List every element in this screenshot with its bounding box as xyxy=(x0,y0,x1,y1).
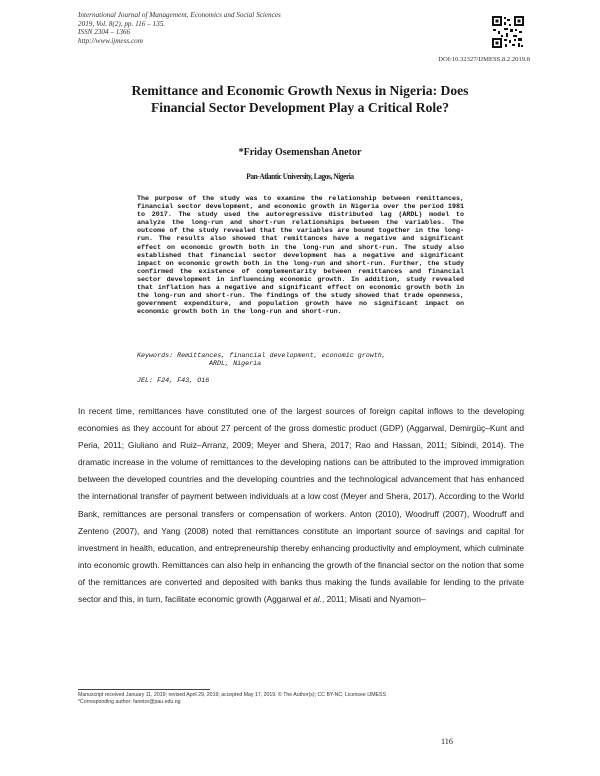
abstract: The purpose of the study was to examine the relationship between remittances, financial sector development, and economic growth in Nigeria over the period 1981 to 2017. The study used the autoregressive distributed lag (ARDL) model to analyze the long-run and short-run relationships between the variables. The outcome of the study revealed that the variables are bound together in the long-run. The results also showed that remittances have a negative and significant effect on economic growth both in the long-run and short-run. The study also established that financial sector development has a negative and significant impact on economic growth both in the long-run and short-run. Further, the study confirmed the existence of complementarity between remittances and financial sector development in influencing economic growth. In addition, study revealed that inflation has a negative and significant effect on economic growth both in the long-run and short-run. The findings of the study showed that trade openness, government expenditure, and population growth have no significant impact on economic growth both in the long-run and short-run. xyxy=(137,195,464,317)
keywords xyxy=(137,352,464,369)
page-number: 116 xyxy=(441,737,453,746)
author-affiliation: Pan-Atlantic University, Lagos, Nigeria xyxy=(246,171,354,181)
journal-header xyxy=(78,11,281,45)
author-name: *Friday Osemenshan Anetor xyxy=(238,147,362,158)
footnote-divider xyxy=(78,689,210,690)
keywords-line1: Remittances, financial development, economic growth, xyxy=(177,352,386,360)
qr-code-icon xyxy=(491,15,525,49)
corresponding-author: *Corresponding author: fanetor@pau.edu.ng xyxy=(78,699,181,706)
body-paragraph xyxy=(78,403,524,608)
article-title: Remittance and Economic Growth Nexus in Nigeria: Does Financial Sector Development Play a Critical Role? xyxy=(131,83,469,115)
body-etal: et al. xyxy=(303,594,322,605)
volume-info: 2019, Vol. 8(2), pp. 116 – 135. xyxy=(78,19,166,28)
manuscript-history: Manuscript received January 11, 2019; revised April 29, 2019; accepted May 17, 2019. © The Author(s); CC BY-NC; Licensee IJMESS xyxy=(78,692,386,698)
body-text-tail: , 2011; Misati and Nyamon– xyxy=(321,594,426,605)
journal-name: International Journal of Management, Economics and Social Sciences xyxy=(78,11,281,19)
keywords-line2: ARDL, Nigeria xyxy=(209,360,262,369)
doi[interactable]: DOI:10.32327/IJMESS.8.2.2019.8 xyxy=(438,56,530,63)
body-text-main: In recent time, remittances have constituted one of the largest sources of foreign capital inflows to the developing economies as they account for about 27 percent of the gross domestic product (GDP) (Aggarwal, Demirgüç–Kunt and Peria, 2011; Giuliano and Ruiz–Arranz, 2009; Meyer and Shera, 2017; Rao and Hassan, 2011; Sibindi, 2014). The dramatic increase in the volume of remittances to the developing nations can be attributed to the improved immigration between the developed countries and the developing countries and the technological advancement that has enhanced the international transfer of payment between individuals at a low cost (Meyer and Shera, 2017). According to the World Bank, remittances are personal transfers or compensation of workers. Anton (2010), Woodruff (2007), Woodruff and Zenteno (2007), and Yang (2008) noted that remittances constitute an important source of savings and capital for investment in health, education, and entrepreneurship thereby enhancing productivity and employment, which culminate into economic growth. Remittances can also help in enhancing the growth of the financial sector on the notion that some of the remittances are converted and deposited with banks thus making the funds available for lending to the private sector and this, in turn, facilitate economic growth (Aggarwal xyxy=(78,406,524,605)
footnotes xyxy=(78,692,408,706)
keywords-label: Keywords: xyxy=(137,352,174,360)
jel-codes: JEL: F24, F43, O16 xyxy=(137,377,210,385)
journal-url[interactable]: http://www.ijmess.com xyxy=(78,36,143,45)
issn: ISSN 2304 – 1366 xyxy=(78,28,131,37)
